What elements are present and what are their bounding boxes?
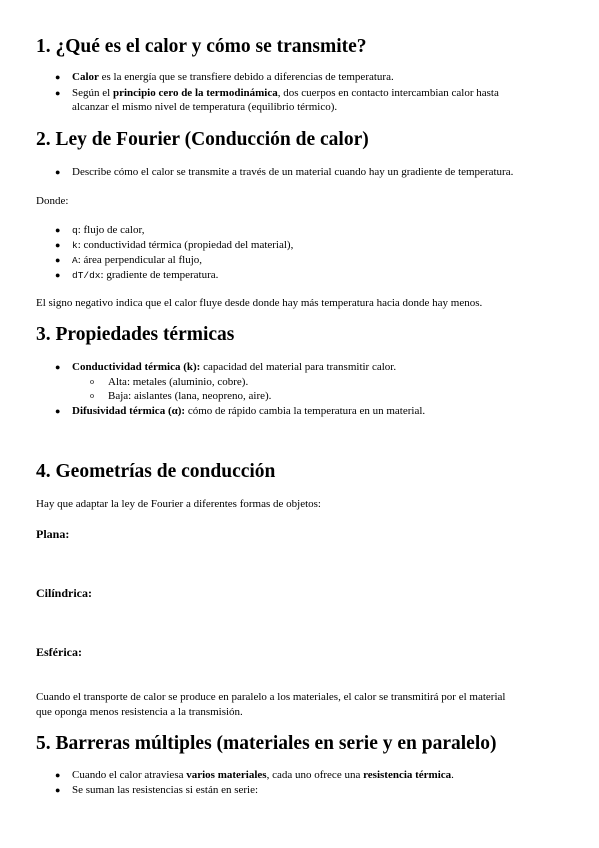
section-1-heading: 1. ¿Qué es el calor y cómo se transmite? [36, 36, 367, 57]
var-a: A: área perpendicular al flujo, [72, 254, 203, 266]
s2-note: El signo negativo indica que el calor fluye desde donde hay más temperatura hacia donde hay menos. [36, 297, 483, 309]
s3-sub-2: Baja: aislantes (lana, neopreno, aire). [108, 390, 272, 402]
bullet-icon: ● [55, 770, 61, 780]
sub-bullet-icon: o [90, 391, 94, 400]
var-q: q: flujo de calor, [72, 224, 145, 236]
bullet-icon: ● [55, 88, 61, 98]
plana-label: Plana: [36, 527, 70, 541]
s4-para-line2: que oponga menos resistencia a la transmisión. [36, 706, 243, 718]
s3-bullet-1: Conductividad térmica (k): capacidad del material para transmitir calor. [72, 361, 397, 373]
var-k: k: conductividad térmica (propiedad del material), [72, 239, 294, 251]
bullet-icon: ● [55, 72, 61, 82]
s1-bullet-2-line2: alcanzar el mismo nivel de temperatura (equilibrio térmico). [72, 101, 338, 113]
bullet-icon: ● [55, 240, 61, 250]
section-2-heading: 2. Ley de Fourier (Conducción de calor) [36, 129, 369, 150]
bullet-icon: ● [55, 225, 61, 235]
bullet-icon: ● [55, 255, 61, 265]
s1-bullet-2: Según el principio cero de la termodinámica, dos cuerpos en contacto intercambian calor hasta [72, 87, 499, 99]
sub-bullet-icon: o [90, 377, 94, 386]
bullet-icon: ● [55, 406, 61, 416]
section-5-heading: 5. Barreras múltiples (materiales en serie y en paralelo) [36, 733, 497, 754]
s1-bullet-1: Calor es la energía que se transfiere debido a diferencias de temperatura. [72, 71, 394, 83]
s3-bullet-2: Difusividad térmica (α): cómo de rápido cambia la temperatura en un material. [72, 405, 426, 417]
cilindrica-label: Cilíndrica: [36, 586, 92, 600]
bullet-icon: ● [55, 167, 61, 177]
section-3-heading: 3. Propiedades térmicas [36, 324, 235, 345]
bullet-icon: ● [55, 785, 61, 795]
section-4-heading: 4. Geometrías de conducción [36, 461, 276, 482]
s2-bullet-1: Describe cómo el calor se transmite a través de un material cuando hay un gradiente de temperatura. [72, 166, 514, 178]
s4-para-line1: Cuando el transporte de calor se produce en paralelo a los materiales, el calor se transmitirá por el material [36, 691, 506, 703]
s4-intro: Hay que adaptar la ley de Fourier a diferentes formas de objetos: [36, 498, 321, 510]
esferica-label: Esférica: [36, 645, 82, 659]
var-dtdx: dT/dx: gradiente de temperatura. [72, 269, 219, 281]
s3-sub-1: Alta: metales (aluminio, cobre). [108, 376, 249, 388]
bullet-icon: ● [55, 362, 61, 372]
s5-bullet-2: Se suman las resistencias si están en serie: [72, 784, 259, 796]
donde-label: Donde: [36, 195, 69, 207]
s5-bullet-1: Cuando el calor atraviesa varios materiales, cada uno ofrece una resistencia térmica. [72, 769, 454, 781]
bullet-icon: ● [55, 270, 61, 280]
